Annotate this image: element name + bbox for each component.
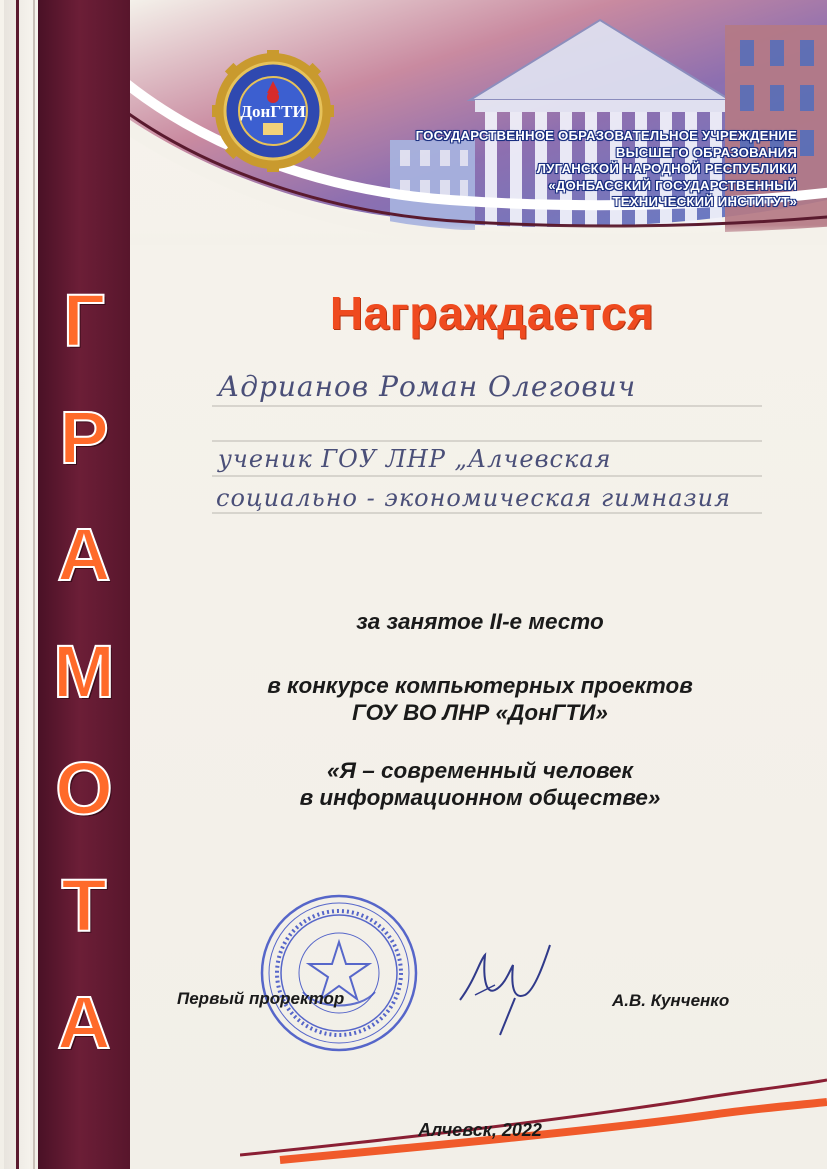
- contest-line-2: ГОУ ВО ЛНР «ДонГТИ»: [352, 700, 608, 725]
- official-stamp: [258, 892, 420, 1054]
- institute-line: ВЫСШЕГО ОБРАЗОВАНИЯ: [615, 144, 797, 160]
- footer-swoosh: [240, 1060, 827, 1169]
- emblem-text: ДонГТИ: [240, 102, 306, 121]
- side-title-letter: М: [53, 630, 115, 713]
- heading: Награждается: [329, 287, 655, 339]
- side-title-letter: О: [55, 747, 113, 830]
- institute-line: «ДОНБАССКИЙ ГОСУДАРСТВЕННЫЙ: [548, 177, 797, 193]
- topic-line-1: «Я – современный человек: [327, 758, 633, 783]
- recipient-line-1: ученик ГОУ ЛНР „Алчевская: [218, 445, 612, 473]
- contest-line-1: в конкурсе компьютерных проектов: [267, 673, 693, 698]
- award-place: за занятое II-е место: [356, 609, 604, 634]
- institute-line: ГОСУДАРСТВЕННОЕ ОБРАЗОВАТЕЛЬНОЕ УЧРЕЖДЕНИЕ: [415, 128, 797, 143]
- recipient-line-2: социально - экономическая гимназия: [216, 484, 731, 512]
- institute-line: ЛУГАНСКОЙ НАРОДНОЙ РЕСПУБЛИКИ: [536, 161, 797, 176]
- side-title-letter: А: [57, 513, 111, 596]
- institute-line: ТЕХНИЧЕСКИЙ ИНСТИТУТ»: [612, 194, 797, 209]
- topic-line-2: в информационном обществе»: [299, 785, 661, 810]
- signatory-name: А.В. Кунченко: [612, 991, 730, 1010]
- side-title-letter: Р: [59, 396, 109, 479]
- handwritten-signature: [455, 940, 565, 1040]
- footer-place-year: Алчевск, 2022: [418, 1120, 542, 1140]
- side-title-letter: Г: [63, 279, 105, 362]
- side-title-letter: Т: [61, 864, 107, 947]
- side-title-letter: А: [57, 981, 111, 1064]
- recipient-name: Адрианов Роман Олегович: [218, 370, 637, 403]
- signatory-position: Первый проректор: [177, 989, 345, 1008]
